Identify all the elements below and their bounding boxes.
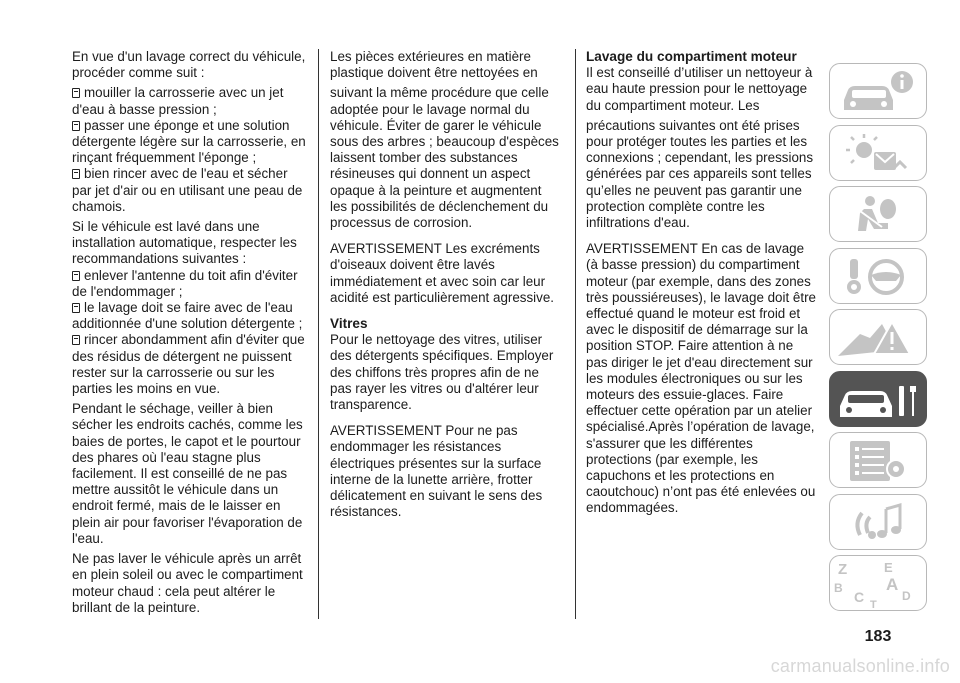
list-item: passer une éponge et une solution détergente légère sur la carrosserie, en rinçant fréquemment l'éponge ;: [72, 117, 306, 166]
chapter-tabs: [829, 63, 927, 617]
tab-emergency[interactable]: [829, 309, 927, 365]
list-item: bien rincer avec de l'eau et sécher par jet d'air ou en utilisant une peau de chamois.: [72, 166, 303, 214]
paragraph: Les pièces extérieures en matière plastique doivent être nettoyées en: [330, 49, 538, 81]
list-item: le lavage doit se faire avec de l'eau additionnée d'une solution détergente ;: [72, 300, 303, 332]
warning-paragraph: AVERTISSEMENT En cas de lavage (à basse pression) du compartiment moteur (par exemple, dans des zones très poussiéreuses), le lavage doit être effectué quand le moteur est froid et avec le dispositif de démarrage sur la position STOP. Faire attention à ne pas diriger le jet d'eau directement sur les modules électroniques ou sur les moteurs des essuie-glaces. Faire effectuer cette opération par un atelier spécialisé.Après l’opération de lavage, s'assurer que les différentes protections (par exemple, les capuchons et les protections en caoutchouc) n’ont pas été enlevées ou endommagées.: [586, 241, 816, 516]
tab-maintenance[interactable]: [829, 371, 927, 427]
tab-dashboard-lights[interactable]: [829, 125, 927, 181]
middle-column: [330, 49, 562, 520]
paragraph: Il est conseillé d’utiliser un nettoyeur à eau haute pression pour le nettoyage du compartiment moteur. Les: [586, 65, 813, 113]
tab-technical-data[interactable]: [829, 432, 927, 488]
multimedia-icon: [830, 495, 927, 550]
bullet-icon: [72, 335, 80, 345]
paragraph: Ne pas laver le véhicule après un arrêt en plein soleil ou avec le compartiment moteur chaud : cela peut altérer le brillant de la peinture.: [72, 551, 303, 615]
column-divider: [575, 49, 576, 619]
section-heading: Lavage du compartiment moteur: [586, 49, 797, 64]
list-item: mouiller la carrosserie avec un jet d'eau à basse pression ;: [72, 85, 284, 117]
tab-multimedia[interactable]: [829, 494, 927, 550]
warning-paragraph: AVERTISSEMENT Les excréments d'oiseaux doivent être lavés immédiatement et avec soin car leur acidité est particulièrement agressive.: [330, 241, 555, 305]
index-letter: E: [884, 560, 893, 575]
list-item: rincer abondamment afin d'éviter que des résidus de détergent ne puissent rester sur la carrosserie ou sur les parties les moins en vue.: [72, 332, 305, 397]
bullet-icon: [72, 88, 80, 98]
paragraph: Pendant le séchage, veiller à bien sécher les endroits cachés, comme les baies de portes, le capot et le pourtour des phares où l'eau stagne plus facilement. Il est conseillé de ne pas mettre aussitôt le véhicule dans un endroit fermé, mais de le laisser en plein air pour favoriser l'évaporation de l'eau.: [72, 401, 303, 546]
warning-road-icon: [830, 310, 927, 365]
alphabetical-index-icon: [830, 556, 927, 611]
list-item: enlever l'antenne du toit afin d'éviter de l'endommager ;: [72, 267, 298, 299]
warning-paragraph: AVERTISSEMENT Pour ne pas endommager les résistances électriques présentes sur la surface interne de la lunette arrière, frotter délicatement en suivant le sens des résistances.: [330, 423, 543, 520]
index-letter: C: [854, 589, 865, 605]
intro-paragraph: En vue d'un lavage correct du véhicule, procéder comme suit :: [72, 49, 306, 81]
bullet-icon: [72, 271, 80, 281]
bullet-icon: [72, 169, 80, 179]
index-letter: T: [870, 599, 877, 611]
paragraph: Pour le nettoyage des vitres, utiliser des détergents spécifiques. Employer des chiffons très propres afin de ne pas rayer les vitres ou d'altérer leur transparence.: [330, 332, 554, 413]
airbag-seat-icon: [830, 187, 927, 242]
index-letter: B: [834, 581, 843, 595]
dashboard-lights-icon: [830, 126, 927, 181]
column-divider: [318, 49, 319, 619]
index-letter: D: [902, 589, 911, 603]
index-letter: Z: [838, 561, 848, 578]
section-heading: Vitres: [330, 316, 368, 332]
paragraph: Si le véhicule est lavé dans une installation automatique, respecter les recommandations suivantes :: [72, 219, 297, 267]
car-maintenance-icon: [830, 372, 927, 427]
watermark: carmanualsonline.info: [770, 656, 950, 676]
right-column: [586, 49, 818, 517]
technical-data-icon: [830, 433, 927, 488]
paragraph: précautions suivantes ont été prises pour protéger toutes les parties et les connexions ; cependant, les pressions générées par ces appareils sont telles qu’elles ne peuvent pas garantir une protection complète contre les infiltrations d'eau.: [586, 117, 814, 231]
tab-index[interactable]: [829, 555, 927, 611]
tab-safety[interactable]: [829, 186, 927, 242]
page-number: 183: [864, 628, 892, 645]
tab-car-info[interactable]: [829, 63, 927, 119]
index-letter: A: [886, 575, 899, 594]
tab-starting-driving[interactable]: [829, 248, 927, 304]
key-steering-icon: [830, 249, 927, 304]
bullet-icon: [72, 303, 80, 313]
car-info-icon: [830, 64, 927, 119]
paragraph: suivant la même procédure que celle adoptée pour le lavage normal du véhicule. Éviter de garer le véhicule sous des arbres ; beaucoup d'espèces laissent tomber des substances résineuses qui donnent un aspect opaque à la peinture et augmentent les possibilités de déclenchement du processus de corrosion.: [330, 85, 559, 231]
left-column: [72, 49, 308, 616]
bullet-icon: [72, 121, 80, 131]
